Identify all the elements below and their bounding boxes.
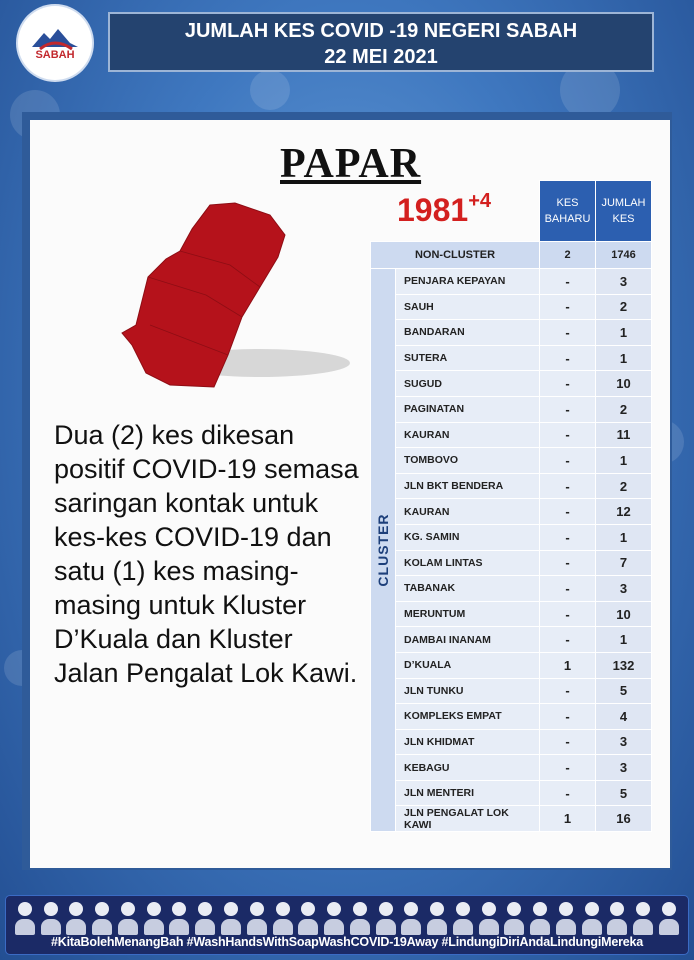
- frontliner-icon: [15, 902, 35, 936]
- cluster-new-cases: 1: [540, 806, 596, 832]
- cluster-new-cases: -: [540, 576, 596, 602]
- table-row: [371, 576, 652, 602]
- cluster-new-cases: -: [540, 371, 596, 397]
- cluster-name: SUTERA: [396, 345, 540, 371]
- frontliner-icon: [66, 902, 86, 936]
- cluster-name: KAURAN: [396, 422, 540, 448]
- non-cluster-new: 2: [540, 242, 596, 269]
- cluster-new-cases: -: [540, 345, 596, 371]
- cluster-new-cases: -: [540, 499, 596, 525]
- frontliner-icon: [556, 902, 576, 936]
- cluster-new-cases: -: [540, 755, 596, 781]
- cluster-side-label: [371, 269, 396, 832]
- table-row-non-cluster: [371, 242, 652, 269]
- cluster-total-cases: 7: [596, 550, 652, 576]
- frontliner-icon: [582, 902, 602, 936]
- cluster-total-cases: 1: [596, 524, 652, 550]
- frontliner-icon: [324, 902, 344, 936]
- frontliner-icon: [273, 902, 293, 936]
- table-row: [371, 627, 652, 653]
- frontliner-icon: [376, 902, 396, 936]
- frontliner-icon: [401, 902, 421, 936]
- cluster-name: KEBAGU: [396, 755, 540, 781]
- logo-text: SABAH: [35, 49, 75, 61]
- cluster-new-cases: -: [540, 422, 596, 448]
- cluster-new-cases: -: [540, 473, 596, 499]
- frontliner-icon: [92, 902, 112, 936]
- cluster-label: CLUSTER: [375, 513, 391, 587]
- cluster-name: PAGINATAN: [396, 396, 540, 422]
- cluster-name: JLN KHIDMAT: [396, 729, 540, 755]
- cluster-total-cases: 10: [596, 371, 652, 397]
- mountain-logo-icon: [30, 25, 80, 51]
- cluster-total-cases: 5: [596, 678, 652, 704]
- cluster-new-cases: -: [540, 729, 596, 755]
- cluster-name: JLN MENTERI: [396, 780, 540, 806]
- cluster-total-cases: 2: [596, 396, 652, 422]
- frontliner-icon: [350, 902, 370, 936]
- table-row: [371, 524, 652, 550]
- frontliner-icon: [195, 902, 215, 936]
- frontliner-icon: [221, 902, 241, 936]
- cases-table: [370, 180, 652, 832]
- cluster-total-cases: 1: [596, 448, 652, 474]
- table-row: [371, 806, 652, 832]
- frontliner-icon: [530, 902, 550, 936]
- cluster-total-cases: 132: [596, 652, 652, 678]
- frontliner-illustrations: [12, 902, 682, 938]
- description-text: Dua (2) kes dikesan positif COVID-19 semasa saringan kontak untuk kes-kes COVID-19 dan satu (1) kes masing-masing untuk Kluster D’Kuala dan Kluster Jalan Pengalat Lok Kawi.: [54, 420, 359, 688]
- table-row: [371, 704, 652, 730]
- table-row: [371, 371, 652, 397]
- cluster-new-cases: -: [540, 780, 596, 806]
- cluster-new-cases: 1: [540, 652, 596, 678]
- papar-map-icon: [110, 195, 350, 395]
- cluster-name: JLN BKT BENDERA: [396, 473, 540, 499]
- table-row: [371, 755, 652, 781]
- cluster-new-cases: -: [540, 550, 596, 576]
- page-title: [108, 12, 654, 72]
- cluster-new-cases: -: [540, 294, 596, 320]
- frontliner-icon: [144, 902, 164, 936]
- table-row: [371, 473, 652, 499]
- cluster-name: DAMBAI INANAM: [396, 627, 540, 653]
- cluster-total-cases: 3: [596, 755, 652, 781]
- title-line-1: JUMLAH KES COVID -19 NEGERI SABAH: [184, 20, 578, 42]
- table-row: [371, 780, 652, 806]
- virus-decoration: [250, 70, 290, 110]
- cluster-total-cases: 1: [596, 320, 652, 346]
- frontliner-icon: [504, 902, 524, 936]
- table-row: [371, 729, 652, 755]
- footer-hashtags: #KitaBolehMenangBah #WashHandsWithSoapWashCOVID-19Away #LindungiDiriAndaLindungiMereka: [50, 935, 644, 949]
- cluster-total-cases: 16: [596, 806, 652, 832]
- cluster-name: SUGUD: [396, 371, 540, 397]
- cluster-total-cases: 5: [596, 780, 652, 806]
- cluster-total-cases: 12: [596, 499, 652, 525]
- table-row: [371, 320, 652, 346]
- frontliner-icon: [169, 902, 189, 936]
- cluster-new-cases: -: [540, 524, 596, 550]
- cluster-total-cases: 4: [596, 704, 652, 730]
- district-name: PAPAR: [280, 141, 422, 187]
- frontliner-icon: [118, 902, 138, 936]
- cluster-total-cases: 3: [596, 729, 652, 755]
- title-line-2: 22 MEI 2021: [324, 46, 438, 68]
- table-row: [371, 678, 652, 704]
- cluster-name: MERUNTUM: [396, 601, 540, 627]
- cluster-name: TABANAK: [396, 576, 540, 602]
- cluster-new-cases: -: [540, 396, 596, 422]
- cluster-name: TOMBOVO: [396, 448, 540, 474]
- table-row: [371, 345, 652, 371]
- cluster-new-cases: -: [540, 601, 596, 627]
- cluster-total-cases: 1: [596, 627, 652, 653]
- cluster-total-cases: 3: [596, 576, 652, 602]
- cluster-name: KAURAN: [396, 499, 540, 525]
- cluster-name: JLN PENGALAT LOK KAWI: [396, 806, 540, 832]
- total-cases: 1981: [397, 192, 469, 228]
- frontliner-icon: [247, 902, 267, 936]
- table-row: [371, 448, 652, 474]
- cluster-new-cases: -: [540, 448, 596, 474]
- cluster-total-cases: 1: [596, 345, 652, 371]
- cluster-name: KOMPLEKS EMPAT: [396, 704, 540, 730]
- non-cluster-total: 1746: [596, 242, 652, 269]
- cluster-total-cases: 11: [596, 422, 652, 448]
- cluster-name: KOLAM LINTAS: [396, 550, 540, 576]
- table-row: [371, 294, 652, 320]
- table-row: [371, 652, 652, 678]
- cluster-new-cases: -: [540, 704, 596, 730]
- cluster-name: JLN TUNKU: [396, 678, 540, 704]
- frontliner-icon: [427, 902, 447, 936]
- cluster-total-cases: 10: [596, 601, 652, 627]
- table-row: [371, 601, 652, 627]
- col-header-total: JUMLAH KES: [596, 181, 652, 242]
- new-cases: +4: [468, 190, 491, 212]
- cluster-total-cases: 2: [596, 473, 652, 499]
- cluster-name: D’KUALA: [396, 652, 540, 678]
- col-header-new: KES BAHARU: [540, 181, 596, 242]
- frontliner-icon: [607, 902, 627, 936]
- table-row: [371, 422, 652, 448]
- cluster-name: SAUH: [396, 294, 540, 320]
- table-row: [371, 396, 652, 422]
- cluster-name: BANDARAN: [396, 320, 540, 346]
- cluster-name: KG. SAMIN: [396, 524, 540, 550]
- cluster-new-cases: -: [540, 269, 596, 295]
- cluster-new-cases: -: [540, 320, 596, 346]
- frontliner-icon: [453, 902, 473, 936]
- frontliner-icon: [479, 902, 499, 936]
- cluster-name: PENJARA KEPAYAN: [396, 269, 540, 295]
- table-row: [371, 550, 652, 576]
- table-row: [371, 499, 652, 525]
- frontliner-icon: [298, 902, 318, 936]
- frontliner-icon: [633, 902, 653, 936]
- table-row: [371, 269, 652, 295]
- cluster-new-cases: -: [540, 627, 596, 653]
- cluster-total-cases: 3: [596, 269, 652, 295]
- non-cluster-label: NON-CLUSTER: [371, 242, 540, 269]
- cluster-total-cases: 2: [596, 294, 652, 320]
- frontliner-icon: [659, 902, 679, 936]
- frontliner-icon: [41, 902, 61, 936]
- sabah-logo: [18, 6, 92, 80]
- cluster-new-cases: -: [540, 678, 596, 704]
